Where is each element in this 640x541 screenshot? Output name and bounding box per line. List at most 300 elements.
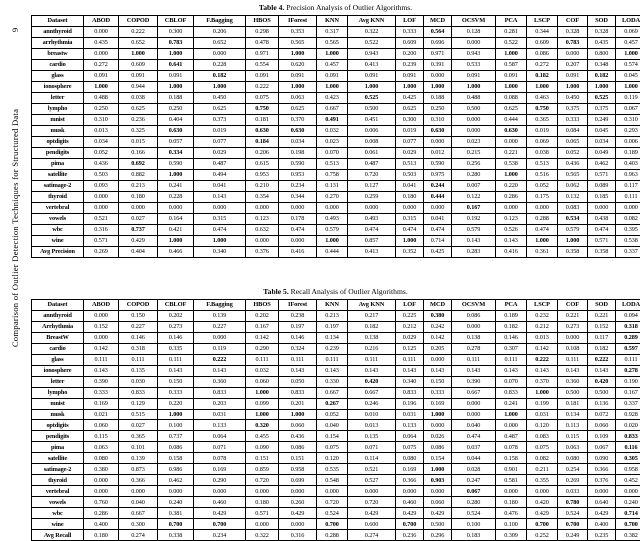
table-cell: 0.250: [84, 103, 119, 114]
table-cell: 0.221: [496, 147, 527, 158]
table-cell: 0.487: [496, 431, 527, 442]
table-cell: 0.063: [84, 442, 119, 453]
table-cell: 0.120: [527, 420, 558, 431]
table-cell: 0.064: [396, 431, 424, 442]
table-cell: 0.714: [616, 508, 640, 519]
table-cell: 0.070: [496, 376, 527, 387]
table-cell: 0.028: [452, 464, 496, 475]
table-row: [32, 486, 640, 497]
table-cell: 0.020: [616, 420, 640, 431]
table-cell: 0.620: [279, 59, 317, 70]
table-cell: 0.476: [496, 508, 527, 519]
column-header-cblof: CBLOF: [158, 299, 194, 310]
table-cell: 0.134: [317, 332, 348, 343]
row-label: thyroid: [32, 191, 84, 202]
table-cell: 0.027: [119, 213, 158, 224]
table-cell: 0.019: [396, 125, 424, 136]
table-cell: 0.571: [246, 508, 279, 519]
table-cell: 0.435: [84, 37, 119, 48]
table-cell: 0.234: [279, 180, 317, 191]
table-cell: 0.013: [348, 420, 396, 431]
table-cell: 0.000: [558, 48, 588, 59]
table-cell: 0.151: [279, 453, 317, 464]
table-cell: 0.404: [158, 114, 194, 125]
table-cell: 0.296: [424, 530, 452, 541]
recall-analysis-table: [31, 299, 640, 541]
table-row: [32, 103, 640, 114]
table-caption-label: Table 5.: [263, 287, 288, 296]
table-cell: 0.579: [558, 224, 588, 235]
table-row: [32, 92, 640, 103]
table-cell: 0.221: [588, 310, 616, 321]
table-cell: 0.500: [348, 103, 396, 114]
table-cell: 0.487: [194, 158, 246, 169]
row-label: vertebral: [32, 486, 84, 497]
table-cell: 0.714: [424, 235, 452, 246]
table-cell: 0.780: [558, 497, 588, 508]
table-cell: 0.000: [424, 70, 452, 81]
table-cell: 0.700: [558, 519, 588, 530]
table-cell: 0.143: [452, 235, 496, 246]
table-cell: 0.581: [496, 475, 527, 486]
table-cell: 0.210: [246, 180, 279, 191]
table-cell: 0.360: [194, 376, 246, 387]
table-cell: 0.416: [496, 246, 527, 257]
table-cell: 0.222: [119, 26, 158, 37]
table-cell: 0.000: [424, 486, 452, 497]
table-cell: 0.012: [424, 147, 452, 158]
table-cell: 0.078: [496, 442, 527, 453]
table-cell: 0.202: [246, 310, 279, 321]
table-cell: 0.281: [496, 26, 527, 37]
row-label: lympho: [32, 103, 84, 114]
column-header-loda: LODA: [616, 16, 640, 27]
table-cell: 0.597: [616, 343, 640, 354]
table-cell: 0.000: [246, 486, 279, 497]
table-cell: 0.220: [158, 398, 194, 409]
row-label: optdigits: [32, 420, 84, 431]
table-cell: 0.143: [348, 365, 396, 376]
row-label: satimage-2: [32, 464, 84, 475]
table-cell: 0.975: [424, 169, 452, 180]
table-cell: 0.300: [119, 519, 158, 530]
table-cell: 0.365: [119, 431, 158, 442]
table-cell: 0.013: [527, 332, 558, 343]
table-cell: 0.444: [424, 191, 452, 202]
table-cell: 0.474: [452, 431, 496, 442]
table-cell: 0.062: [558, 180, 588, 191]
table-cell: 0.139: [119, 453, 158, 464]
table-cell: 0.316: [84, 224, 119, 235]
table-cell: 0.091: [348, 70, 396, 81]
table-cell: 0.071: [194, 442, 246, 453]
table-cell: 0.029: [194, 147, 246, 158]
row-label: wine: [32, 519, 84, 530]
table-cell: 0.169: [194, 464, 246, 475]
table-cell: 0.201: [279, 398, 317, 409]
table-cell: 0.554: [246, 59, 279, 70]
table-cell: 0.099: [246, 398, 279, 409]
table-cell: 0.286: [496, 191, 527, 202]
table-cell: 1.000: [158, 235, 194, 246]
table-cell: 0.720: [348, 169, 396, 180]
table-cell: 0.077: [194, 136, 246, 147]
table-cell: 0.833: [616, 431, 640, 442]
table-cell: 0.249: [588, 114, 616, 125]
table-cell: 0.158: [496, 453, 527, 464]
table-cell: 0.084: [558, 125, 588, 136]
table-cell: 0.212: [396, 321, 424, 332]
table-cell: 0.000: [279, 202, 317, 213]
table-cell: 0.750: [246, 103, 279, 114]
table-cell: 0.000: [424, 136, 452, 147]
table-cell: 0.315: [396, 213, 424, 224]
table-cell: 0.215: [452, 147, 496, 158]
table-cell: 0.521: [84, 213, 119, 224]
table-cell: 0.143: [558, 365, 588, 376]
table-cell: 0.198: [279, 147, 317, 158]
row-label: annthyroid: [32, 310, 84, 321]
table-cell: 1.000: [279, 48, 317, 59]
table-cell: 0.615: [246, 158, 279, 169]
table-cell: 0.000: [496, 486, 527, 497]
table-cell: 0.609: [396, 37, 424, 48]
table-cell: 0.146: [119, 332, 158, 343]
table-cell: 0.013: [84, 125, 119, 136]
table-cell: 0.135: [348, 431, 396, 442]
table-row: [32, 387, 640, 398]
table-cell: 0.120: [317, 453, 348, 464]
table-cell: 0.109: [588, 431, 616, 442]
table-cell: 0.052: [84, 147, 119, 158]
table-cell: 0.667: [119, 508, 158, 519]
table-cell: 0.273: [158, 321, 194, 332]
table-cell: 0.143: [396, 365, 424, 376]
table-cell: 0.061: [348, 147, 396, 158]
table-cell: 0.111: [496, 354, 527, 365]
table-cell: 1.000: [194, 81, 246, 92]
table-cell: 0.000: [119, 486, 158, 497]
table-cell: 0.040: [452, 420, 496, 431]
table-cell: 0.114: [348, 453, 396, 464]
table-cell: 0.228: [194, 59, 246, 70]
row-label: ionosphere: [32, 365, 84, 376]
table-cell: 0.272: [84, 59, 119, 70]
column-header-copod: COPOD: [119, 299, 158, 310]
table-cell: 0.667: [452, 387, 496, 398]
table-cell: 0.288: [527, 213, 558, 224]
table-cell: 0.086: [527, 48, 558, 59]
table-cell: 0.136: [588, 398, 616, 409]
table-cell: 0.142: [84, 343, 119, 354]
table-cell: 0.337: [616, 398, 640, 409]
table-cell: 0.213: [119, 180, 158, 191]
table-cell: 0.857: [348, 235, 396, 246]
column-header-cblof: CBLOF: [158, 16, 194, 27]
table-row: [32, 180, 640, 191]
table-cell: 0.091: [119, 70, 158, 81]
table-cell: 0.328: [588, 26, 616, 37]
table-cell: 0.423: [317, 92, 348, 103]
table-cell: 0.189: [616, 147, 640, 158]
table-cell: 0.630: [496, 125, 527, 136]
row-label: breastw: [32, 48, 84, 59]
table-cell: 0.274: [119, 530, 158, 541]
table-cell: 0.290: [246, 343, 279, 354]
table-cell: 0.390: [84, 376, 119, 387]
table-cell: 0.116: [616, 442, 640, 453]
table-cell: 1.000: [588, 81, 616, 92]
table-cell: 1.000: [396, 81, 424, 92]
table-cell: 0.288: [317, 530, 348, 541]
table-cell: 0.075: [317, 442, 348, 453]
table-cell: 0.031: [194, 409, 246, 420]
table-cell: 0.000: [194, 486, 246, 497]
table-cell: 0.538: [616, 235, 640, 246]
table-cell: 1.000: [496, 81, 527, 92]
table-cell: 0.123: [496, 213, 527, 224]
table-cell: 0.533: [452, 59, 496, 70]
table-cell: 0.358: [588, 246, 616, 257]
table-cell: 0.000: [616, 202, 640, 213]
table-cell: 0.052: [317, 409, 348, 420]
table-cell: 0.240: [158, 497, 194, 508]
table-cell: 0.072: [588, 409, 616, 420]
table-cell: 0.182: [496, 321, 527, 332]
table-cell: 0.413: [348, 246, 396, 257]
table-cell: 0.150: [158, 376, 194, 387]
table-cell: 0.429: [527, 508, 558, 519]
table-cell: 0.175: [527, 191, 558, 202]
precision-analysis-table: [31, 15, 640, 258]
table-cell: 0.590: [424, 158, 452, 169]
table-cell: 0.273: [558, 321, 588, 332]
table-cell: 0.833: [194, 387, 246, 398]
table-cell: 0.091: [558, 70, 588, 81]
table-cell: 0.391: [424, 59, 452, 70]
table-cell: 0.366: [119, 475, 158, 486]
table-cell: 0.366: [396, 475, 424, 486]
table-cell: 0.143: [158, 365, 194, 376]
table-cell: 0.019: [194, 125, 246, 136]
table-cell: 0.474: [279, 224, 317, 235]
table-row: [32, 332, 640, 343]
table-cell: 0.435: [588, 37, 616, 48]
table-cell: 0.515: [119, 409, 158, 420]
table-cell: 1.000: [527, 235, 558, 246]
table-cell: 0.185: [588, 191, 616, 202]
table-cell: 0.222: [246, 81, 279, 92]
table-cell: 0.256: [452, 158, 496, 169]
table-cell: 0.587: [496, 59, 527, 70]
table-cell: 0.000: [452, 398, 496, 409]
table-cell: 0.494: [194, 169, 246, 180]
table-cell: 0.381: [158, 508, 194, 519]
table-cell: 0.474: [527, 224, 558, 235]
table-cell: 0.500: [424, 519, 452, 530]
table-cell: 0.227: [119, 321, 158, 332]
table-cell: 0.138: [348, 332, 396, 343]
table-cell: 0.334: [158, 147, 194, 158]
table-cell: 0.429: [348, 508, 396, 519]
table-cell: 0.111: [279, 354, 317, 365]
table-cell: 1.000: [317, 81, 348, 92]
table-cell: 0.236: [396, 530, 424, 541]
table-cell: 0.400: [588, 519, 616, 530]
table-cell: 0.963: [616, 169, 640, 180]
table-cell: 0.133: [194, 420, 246, 431]
table-cell: 0.000: [452, 125, 496, 136]
column-header-ocsvm: OCSVM: [452, 299, 496, 310]
table-cell: 0.353: [279, 26, 317, 37]
table-cell: 0.158: [158, 453, 194, 464]
table-cell: 1.000: [527, 387, 558, 398]
table-cell: 0.091: [246, 70, 279, 81]
table-cell: 0.000: [396, 202, 424, 213]
column-header-avg-knn: Avg KNN: [348, 16, 396, 27]
table-cell: 0.376: [588, 475, 616, 486]
table-cell: 0.205: [424, 343, 452, 354]
table-cell: 0.090: [246, 442, 279, 453]
row-label: vowels: [32, 497, 84, 508]
table-cell: 0.382: [616, 530, 640, 541]
table-cell: 0.091: [279, 70, 317, 81]
table-cell: 0.692: [119, 158, 158, 169]
table-cell: 0.318: [616, 321, 640, 332]
table-cell: 0.034: [84, 136, 119, 147]
table-cell: 0.021: [84, 409, 119, 420]
table-cell: 0.324: [279, 343, 317, 354]
table-cell: 0.111: [396, 354, 424, 365]
table-cell: 0.045: [588, 125, 616, 136]
table-cell: 0.180: [246, 497, 279, 508]
table-cell: 0.833: [279, 387, 317, 398]
table-cell: 0.239: [317, 343, 348, 354]
table-cell: 0.082: [527, 453, 558, 464]
table-cell: 0.630: [246, 125, 279, 136]
row-label: Arrhythmia: [32, 321, 84, 332]
table-row: [32, 202, 640, 213]
table-row: [32, 354, 640, 365]
table-cell: 0.333: [84, 387, 119, 398]
table-cell: 0.216: [348, 343, 396, 354]
table-cell: 0.090: [588, 453, 616, 464]
table-cell: 0.474: [396, 224, 424, 235]
table-cell: 0.462: [158, 475, 194, 486]
table-cell: 0.632: [246, 224, 279, 235]
table-cell: 0.188: [158, 92, 194, 103]
table-row: [32, 398, 640, 409]
table-cell: 0.212: [527, 321, 558, 332]
table-cell: 0.625: [279, 103, 317, 114]
table-cell: 0.522: [348, 37, 396, 48]
table-cell: 0.462: [588, 158, 616, 169]
table-cell: 0.700: [396, 519, 424, 530]
table-cell: 0.246: [348, 398, 396, 409]
table-cell: 0.060: [246, 376, 279, 387]
table-cell: 0.882: [119, 169, 158, 180]
table-cell: 0.493: [317, 213, 348, 224]
table-cell: 0.190: [616, 376, 640, 387]
column-header-sod: SOD: [588, 299, 616, 310]
column-header-cof: COF: [558, 16, 588, 27]
table-cell: 0.222: [194, 354, 246, 365]
table-cell: 0.513: [317, 158, 348, 169]
table-cell: 0.944: [119, 81, 158, 92]
table-cell: 0.037: [452, 442, 496, 453]
row-label: glass: [32, 354, 84, 365]
table-cell: 0.154: [424, 453, 452, 464]
table-cell: 0.420: [348, 376, 396, 387]
table-cell: 0.493: [348, 213, 396, 224]
table-cell: 0.197: [279, 321, 317, 332]
table-cell: 0.128: [452, 26, 496, 37]
table-cell: 0.000: [84, 310, 119, 321]
table-cell: 0.167: [246, 321, 279, 332]
table-cell: 0.000: [452, 37, 496, 48]
table-cell: 0.370: [527, 376, 558, 387]
table-cell: 0.091: [396, 70, 424, 81]
table-cell: 0.571: [84, 235, 119, 246]
column-header-copod: COPOD: [119, 16, 158, 27]
table-cell: 1.000: [246, 409, 279, 420]
table-cell: 0.630: [158, 125, 194, 136]
table-cell: 0.901: [496, 464, 527, 475]
row-label: pima: [32, 158, 84, 169]
table-cell: 0.278: [616, 365, 640, 376]
table-cell: 0.360: [558, 376, 588, 387]
table-cell: 0.429: [279, 508, 317, 519]
table-cell: 1.000: [279, 81, 317, 92]
table-cell: 0.241: [496, 398, 527, 409]
table-cell: 0.451: [348, 114, 396, 125]
table-cell: 0.086: [158, 442, 194, 453]
row-label: mnist: [32, 114, 84, 125]
table-cell: 0.000: [348, 202, 396, 213]
table-cell: 1.000: [496, 48, 527, 59]
table-cell: 0.720: [348, 497, 396, 508]
table-row: [32, 235, 640, 246]
row-label: letter: [32, 376, 84, 387]
table-cell: 0.376: [246, 246, 279, 257]
column-header-knn: KNN: [317, 299, 348, 310]
table-cell: 1.000: [424, 81, 452, 92]
table-cell: 0.192: [452, 213, 496, 224]
table-cell: 1.000: [496, 409, 527, 420]
table-caption-text: Precision Analysis of Outlier Algorithms.: [286, 3, 412, 12]
table-cell: 0.609: [119, 59, 158, 70]
table-cell: 0.091: [452, 70, 496, 81]
table-cell: 0.290: [194, 475, 246, 486]
table-cell: 0.131: [317, 180, 348, 191]
table-cell: 1.000: [158, 409, 194, 420]
table-cell: 0.182: [527, 70, 558, 81]
table-cell: 0.060: [424, 497, 452, 508]
table-cell: 1.000: [616, 81, 640, 92]
table-cell: 0.700: [616, 519, 640, 530]
table-cell: 0.023: [452, 136, 496, 147]
table-cell: 0.403: [616, 158, 640, 169]
table-cell: 0.438: [588, 213, 616, 224]
table-row: [32, 114, 640, 125]
table-row: [32, 310, 640, 321]
table-cell: 0.117: [616, 180, 640, 191]
row-label: optdigits: [32, 136, 84, 147]
column-header-knn: KNN: [317, 16, 348, 27]
row-label: Avg Precision: [32, 246, 84, 257]
table-cell: 0.943: [348, 48, 396, 59]
table-cell: 0.400: [84, 519, 119, 530]
